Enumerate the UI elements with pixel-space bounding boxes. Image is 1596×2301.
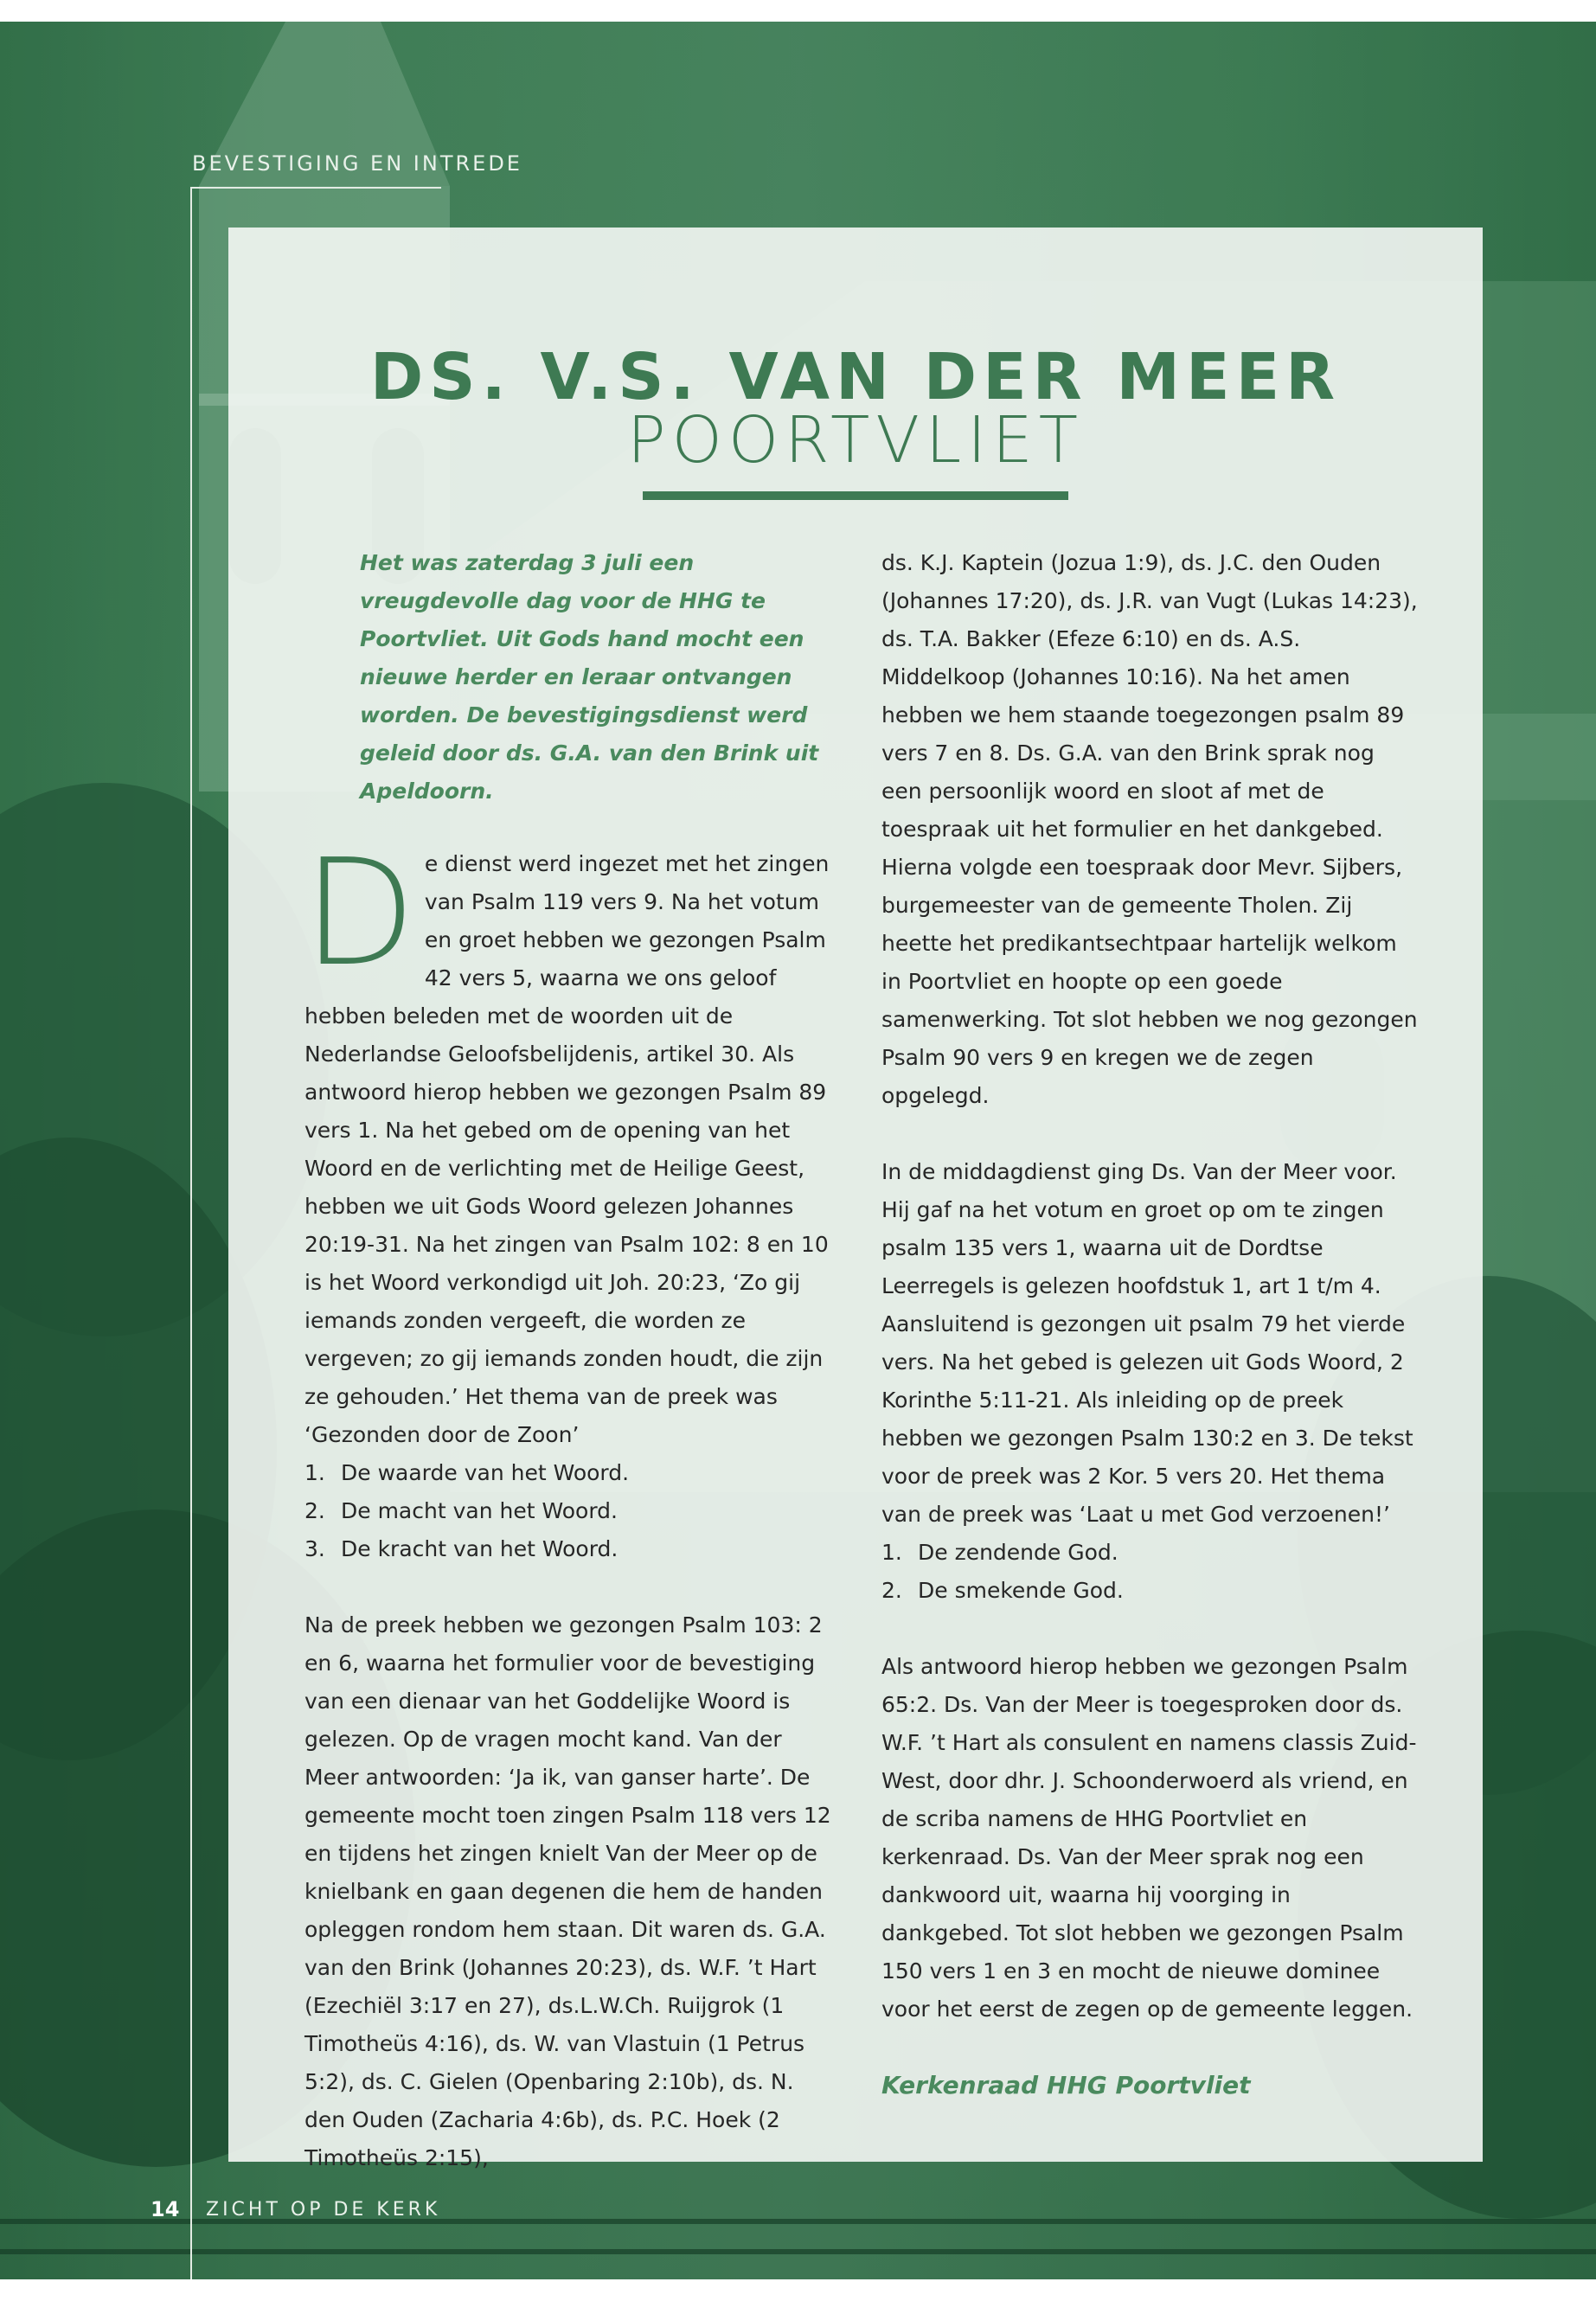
article-column-right: [881, 544, 1418, 2129]
list-number: 2.: [304, 1498, 325, 1523]
article-paragraph: Na de preek hebben we gezongen Psalm 103: 2 en 6, waarna het formulier voor de bevestiging van een dienaar van het Goddelijke Woord is gelezen. Op de vragen mocht kand. Van der Meer antwoorden: ‘Ja ik, van ganser harte’. De gemeente mocht toen zingen Psalm 118 vers 12 en tijdens het zingen knielt Van der Meer op de knielbank en gaan degenen die hem de handen opleggen rondom hem staan. Dit waren ds. G.A. van den Brink (Johannes 20:23), ds. W.F. ’t Hart (Ezechiël 3:17 en 27), ds.L.W.Ch. Ruijgrok (1 Timotheüs 4:16), ds. W. van Vlastuin (1 Petrus 5:2), ds. C. Gielen (Openbaring 2:10b), ds. N. den Ouden (Zacharia 4:6b), ds. P.C. Hoek (2 Timotheüs 2:15),: [304, 1612, 831, 2170]
list-number: 1.: [304, 1460, 325, 1485]
article-paragraph: [303, 828, 834, 1454]
list-text: De waarde van het Woord.: [341, 1460, 630, 1485]
title-underline: [643, 491, 1068, 500]
list-text: De zendende God.: [918, 1540, 1118, 1565]
section-label: BEVESTIGING EN INTREDE: [192, 151, 522, 176]
list-number: 3.: [304, 1536, 325, 1561]
article-panel: [228, 228, 1483, 2170]
list-number: 2.: [881, 1578, 902, 1603]
list-item: [304, 1530, 834, 1568]
article-intro: Het was zaterdag 3 juli een vreugdevolle dag voor de HHG te Poortvliet. Uit Gods hand mocht een nieuwe herder en leraar ontvangen worden. De bevestigingsdienst werd geleid door ds. G.A. van den Brink uit Apeldoorn.: [360, 550, 819, 804]
article-paragraph: Als antwoord hierop hebben we gezongen Psalm 65:2. Ds. Van der Meer is toegesproken door ds. W.F. ’t Hart als consulent en namens classis Zuid-West, door dhr. J. Schoonderwoerd als vriend, en de scriba namens de HHG Poortvliet en kerkenraad. Ds. Van der Meer sprak nog een dankwoord uit, waarna hij voorging in dankgebed. Tot slot hebben we gezongen Psalm 150 vers 1 en 3 en mocht de nieuwe dominee voor het eerst de zegen op de gemeente leggen.: [881, 1654, 1417, 2022]
list-item: [304, 1454, 834, 1492]
article-signature: Kerkenraad HHG Poortvliet: [881, 2071, 1251, 2099]
article-column-left: [304, 544, 834, 2177]
list-text: De kracht van het Woord.: [341, 1536, 619, 1561]
list-item: [304, 1492, 834, 1530]
section-label-underline: [190, 187, 441, 189]
list-text: De macht van het Woord.: [341, 1498, 618, 1523]
drop-cap: D: [303, 828, 416, 999]
paragraph-text: e dienst werd ingezet met het zingen van Psalm 119 vers 9. Na het votum en groet hebben we gezongen Psalm 42 vers 5, waarna we ons geloof hebben beleden met de woorden uit de Nederlandse Geloofsbelijdenis, artikel 30. Als antwoord hierop hebben we gezongen Psalm 89 vers 1. Na het gebed om de opening van het Woord en de verlichting met de Heilige Geest, hebben we uit Gods Woord gelezen Johannes 20:19-31. Na het zingen van Psalm 102: 8 en 10 is het Woord verkondigd uit Joh. 20:23, ‘Zo gij iemands zonden vergeeft, die worden ze vergeven; zo gij iemands zonden houdt, die zijn ze gehouden.’ Het thema van de preek was ‘Gezonden door de Zoon’: [304, 851, 830, 1447]
page-number: 14: [151, 2197, 180, 2221]
magazine-page: [0, 22, 1596, 2279]
list-item: [881, 1572, 1418, 1610]
frame-vertical-line: [190, 187, 192, 2279]
list-number: 1.: [881, 1540, 902, 1565]
article-title: DS. V.S. VAN DER MEER: [369, 340, 1342, 414]
magazine-name: ZICHT OP DE KERK: [206, 2199, 441, 2221]
list-text: De smekende God.: [918, 1578, 1124, 1603]
sermon-points-list: [881, 1534, 1418, 1610]
article-paragraph: In de middagdienst ging Ds. Van der Meer voor. Hij gaf na het votum en groet op om te zingen psalm 135 vers 1, waarna uit de Dordtse Leerregels is gelezen hoofdstuk 1, art 1 t/m 4. Aansluitend is gezongen uit psalm 79 het vierde vers. Na het gebed is gelezen uit Gods Woord, 2 Korinthe 5:11-21. Als inleiding op de preek hebben we gezongen Psalm 130:2 en 3. De tekst voor de preek was 2 Kor. 5 vers 20. Het thema van de preek was ‘Laat u met God verzoenen!’: [881, 1159, 1413, 1527]
article-paragraph: ds. K.J. Kaptein (Jozua 1:9), ds. J.C. den Ouden (Johannes 17:20), ds. J.R. van Vugt (Lukas 14:23), ds. T.A. Bakker (Efeze 6:10) en ds. A.S. Middelkoop (Johannes 10:16). Na het amen hebben we hem staande toegezongen psalm 89 vers 7 en 8. Ds. G.A. van den Brink sprak nog een persoonlijk woord en sloot af met de toespraak uit het formulier en het dankgebed. Hierna volgde een toespraak door Mevr. Sijbers, burgemeester van de gemeente Tholen. Zij heette het predikantsechtpaar hartelijk welkom in Poortvliet en hoopte op een goede samenwerking. Tot slot hebben we nog gezongen Psalm 90 vers 9 en kregen we de zegen opgelegd.: [881, 550, 1418, 1108]
sermon-points-list: [304, 1454, 834, 1568]
list-item: [881, 1534, 1418, 1572]
article-subtitle: POORTVLIET: [627, 403, 1084, 478]
